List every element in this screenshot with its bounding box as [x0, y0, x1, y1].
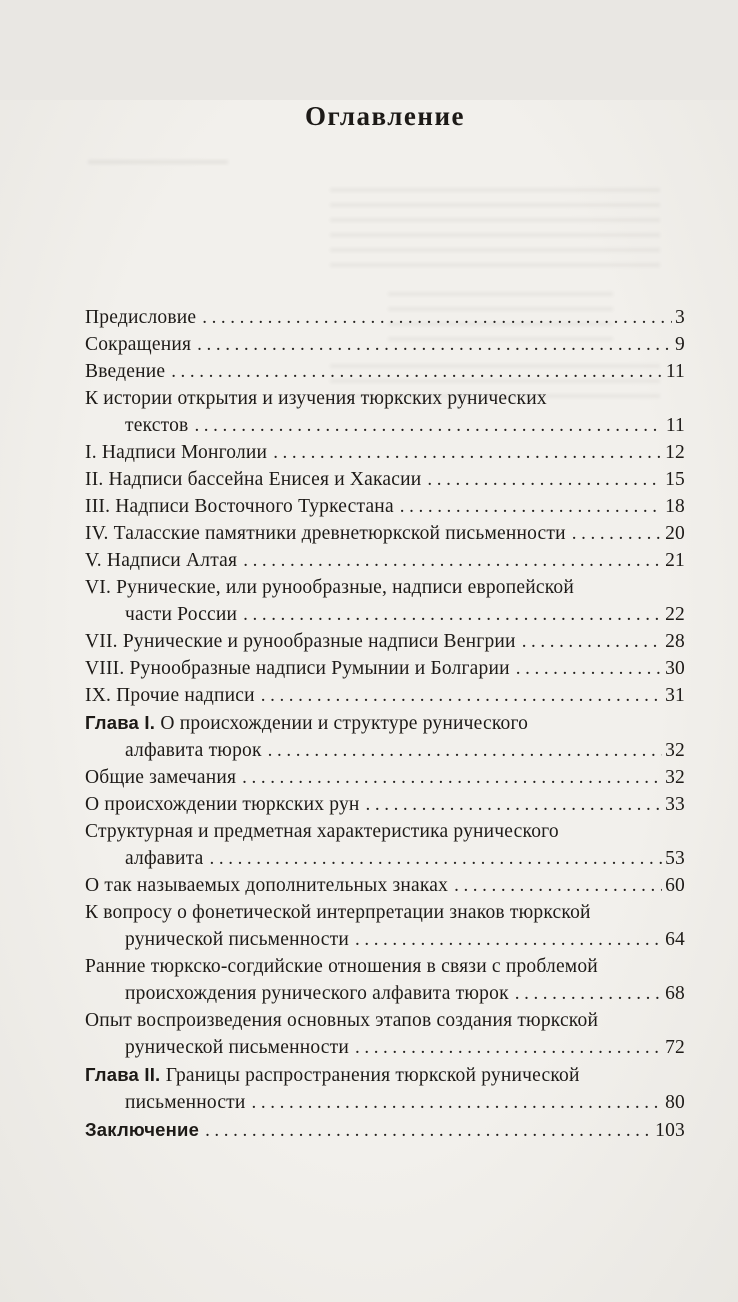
toc-entry-title: О происхождении и структуре рунического: [160, 713, 529, 735]
toc-entry: [85, 655, 685, 682]
toc-entry-title: IV. Таласские памятники древнетюркской письменности: [85, 523, 566, 545]
toc-entry: [85, 628, 685, 655]
toc-entry-line: [85, 872, 685, 899]
page-number: 9: [675, 334, 685, 356]
toc-entry-title: части России: [125, 604, 238, 626]
toc-entry: [85, 764, 685, 791]
page-number: 11: [665, 415, 685, 437]
toc-entry-line: [85, 466, 685, 493]
toc-entry-title: алфавита: [125, 848, 204, 870]
page-number: 31: [665, 685, 685, 707]
toc-entry-line: [85, 1007, 685, 1034]
dot-leader: [261, 682, 662, 709]
toc-entry-title: I. Надписи Монголии: [85, 442, 268, 464]
page-number: 53: [665, 848, 685, 870]
dot-leader: [355, 1034, 662, 1061]
toc-entry: [85, 1007, 685, 1061]
toc-entry: [85, 791, 685, 818]
toc-entry-title: письменности: [125, 1092, 246, 1114]
toc-entry-line: [85, 1116, 685, 1144]
dot-leader: [515, 980, 662, 1007]
toc-entry-line: [85, 358, 685, 385]
dot-leader: [400, 493, 662, 520]
toc-entry-line: [85, 439, 685, 466]
toc-entry: [85, 520, 685, 547]
dot-leader: [572, 520, 662, 547]
page-number: 33: [665, 794, 685, 816]
toc-entry: [85, 304, 685, 331]
toc-entry-title: О так называемых дополнительных знаках: [85, 875, 449, 897]
toc-entry-title: Сокращения: [85, 334, 192, 356]
toc-entry-title: рунической письменности: [125, 929, 349, 951]
scanned-book-page: [0, 100, 738, 1302]
toc-entry-line: [85, 682, 685, 709]
dot-leader: [202, 304, 672, 331]
toc-entry-continuation-line: [85, 845, 685, 872]
toc-entry-continuation-line: [85, 1089, 685, 1116]
dot-leader: [252, 1089, 663, 1116]
toc-entry: [85, 493, 685, 520]
toc-entry-title: Ранние тюркско-согдийские отношения в связи с проблемой: [85, 956, 598, 978]
chapter-label: Глава II.: [85, 1064, 166, 1086]
page-number: 80: [665, 1092, 685, 1114]
page-number: 64: [665, 929, 685, 951]
toc-entry-title: К истории открытия и изучения тюркских рунических: [85, 388, 547, 410]
toc-entry: [85, 1061, 685, 1116]
dot-leader: [427, 466, 662, 493]
page-number: 32: [665, 740, 685, 762]
dot-leader: [355, 926, 662, 953]
toc-entry-title: К вопросу о фонетической интерпретации знаков тюркской: [85, 902, 591, 924]
toc-entry-title: Введение: [85, 361, 166, 383]
toc-entry: [85, 358, 685, 385]
toc-entry-line: [85, 791, 685, 818]
toc-entry: [85, 466, 685, 493]
toc-entry-line: [85, 547, 685, 574]
page-number: 22: [665, 604, 685, 626]
toc-entry: [85, 709, 685, 764]
toc-entry-title: VIII. Рунообразные надписи Румынии и Болгарии: [85, 658, 510, 680]
table-of-contents: [85, 304, 685, 1144]
toc-entry: [85, 899, 685, 953]
dot-leader: [516, 655, 662, 682]
toc-entry-title: О происхождении тюркских рун: [85, 794, 360, 816]
dot-leader: [197, 331, 672, 358]
page-title: Оглавление: [305, 101, 465, 131]
page-number: 103: [655, 1120, 685, 1142]
page-number: 3: [675, 307, 685, 329]
toc-entry-line: [85, 385, 685, 412]
toc-entry-title: Опыт воспроизведения основных этапов создания тюркской: [85, 1010, 599, 1032]
page-number: 21: [665, 550, 685, 572]
chapter-label: Глава I.: [85, 712, 161, 734]
toc-entry-title: III. Надписи Восточного Туркестана: [85, 496, 394, 518]
toc-entry-title: Предисловие: [85, 307, 197, 329]
toc-entry-line: [85, 628, 685, 655]
page-number: 28: [665, 631, 685, 653]
toc-entry-line: [85, 655, 685, 682]
toc-entry-title: текстов: [125, 415, 189, 437]
toc-entry: [85, 872, 685, 899]
dot-leader: [243, 547, 662, 574]
toc-entry-title: VI. Рунические, или рунообразные, надписи европейской: [85, 577, 574, 599]
toc-entry-line: [85, 520, 685, 547]
toc-entry-line: [85, 953, 685, 980]
toc-entry-continuation-line: [85, 601, 685, 628]
page-number: 20: [665, 523, 685, 545]
page-number: 15: [665, 469, 685, 491]
toc-entry-title: рунической письменности: [125, 1037, 349, 1059]
page-number: 12: [665, 442, 685, 464]
toc-entry-title: IX. Прочие надписи: [85, 685, 255, 707]
toc-entry: [85, 1116, 685, 1144]
page-content: [0, 100, 738, 1144]
toc-entry-line: [85, 331, 685, 358]
dot-leader: [454, 872, 662, 899]
toc-entry-title: Заключение: [85, 1119, 200, 1141]
toc-entry-title: VII. Рунические и рунообразные надписи Венгрии: [85, 631, 516, 653]
toc-entry: [85, 818, 685, 872]
toc-entry-title: Границы распространения тюркской рунической: [165, 1065, 580, 1087]
dot-leader: [194, 412, 662, 439]
toc-entry: [85, 953, 685, 1007]
toc-entry-continuation-line: [85, 412, 685, 439]
toc-entry-continuation-line: [85, 1034, 685, 1061]
toc-entry-line: [85, 304, 685, 331]
toc-entry-title: Структурная и предметная характеристика рунического: [85, 821, 559, 843]
page-number: 11: [665, 361, 685, 383]
dot-leader: [242, 764, 662, 791]
toc-entry-line: [85, 493, 685, 520]
page-number: 18: [665, 496, 685, 518]
toc-entry-line: [85, 1061, 685, 1089]
toc-entry-continuation-line: [85, 980, 685, 1007]
page-number: 72: [665, 1037, 685, 1059]
toc-entry-title: происхождения рунического алфавита тюрок: [125, 983, 509, 1005]
toc-entry-title: II. Надписи бассейна Енисея и Хакасии: [85, 469, 422, 491]
toc-entry: [85, 547, 685, 574]
page-number: 60: [665, 875, 685, 897]
dot-leader: [210, 845, 663, 872]
toc-entry-line: [85, 574, 685, 601]
toc-entry: [85, 574, 685, 628]
dot-leader: [205, 1117, 652, 1144]
toc-entry: [85, 682, 685, 709]
toc-entry-title: алфавита тюрок: [125, 740, 262, 762]
dot-leader: [268, 737, 662, 764]
dot-leader: [522, 628, 662, 655]
toc-entry: [85, 331, 685, 358]
toc-entry-line: [85, 818, 685, 845]
page-number: 30: [665, 658, 685, 680]
dot-leader: [273, 439, 662, 466]
page-number: 32: [665, 767, 685, 789]
toc-entry-line: [85, 709, 685, 737]
toc-entry-continuation-line: [85, 737, 685, 764]
dot-leader: [171, 358, 663, 385]
toc-entry: [85, 439, 685, 466]
toc-entry-title: Общие замечания: [85, 767, 237, 789]
page-number: 68: [665, 983, 685, 1005]
toc-entry-continuation-line: [85, 926, 685, 953]
dot-leader: [366, 791, 663, 818]
toc-entry: [85, 385, 685, 439]
toc-entry-line: [85, 899, 685, 926]
dot-leader: [243, 601, 662, 628]
toc-entry-line: [85, 764, 685, 791]
toc-entry-title: V. Надписи Алтая: [85, 550, 238, 572]
